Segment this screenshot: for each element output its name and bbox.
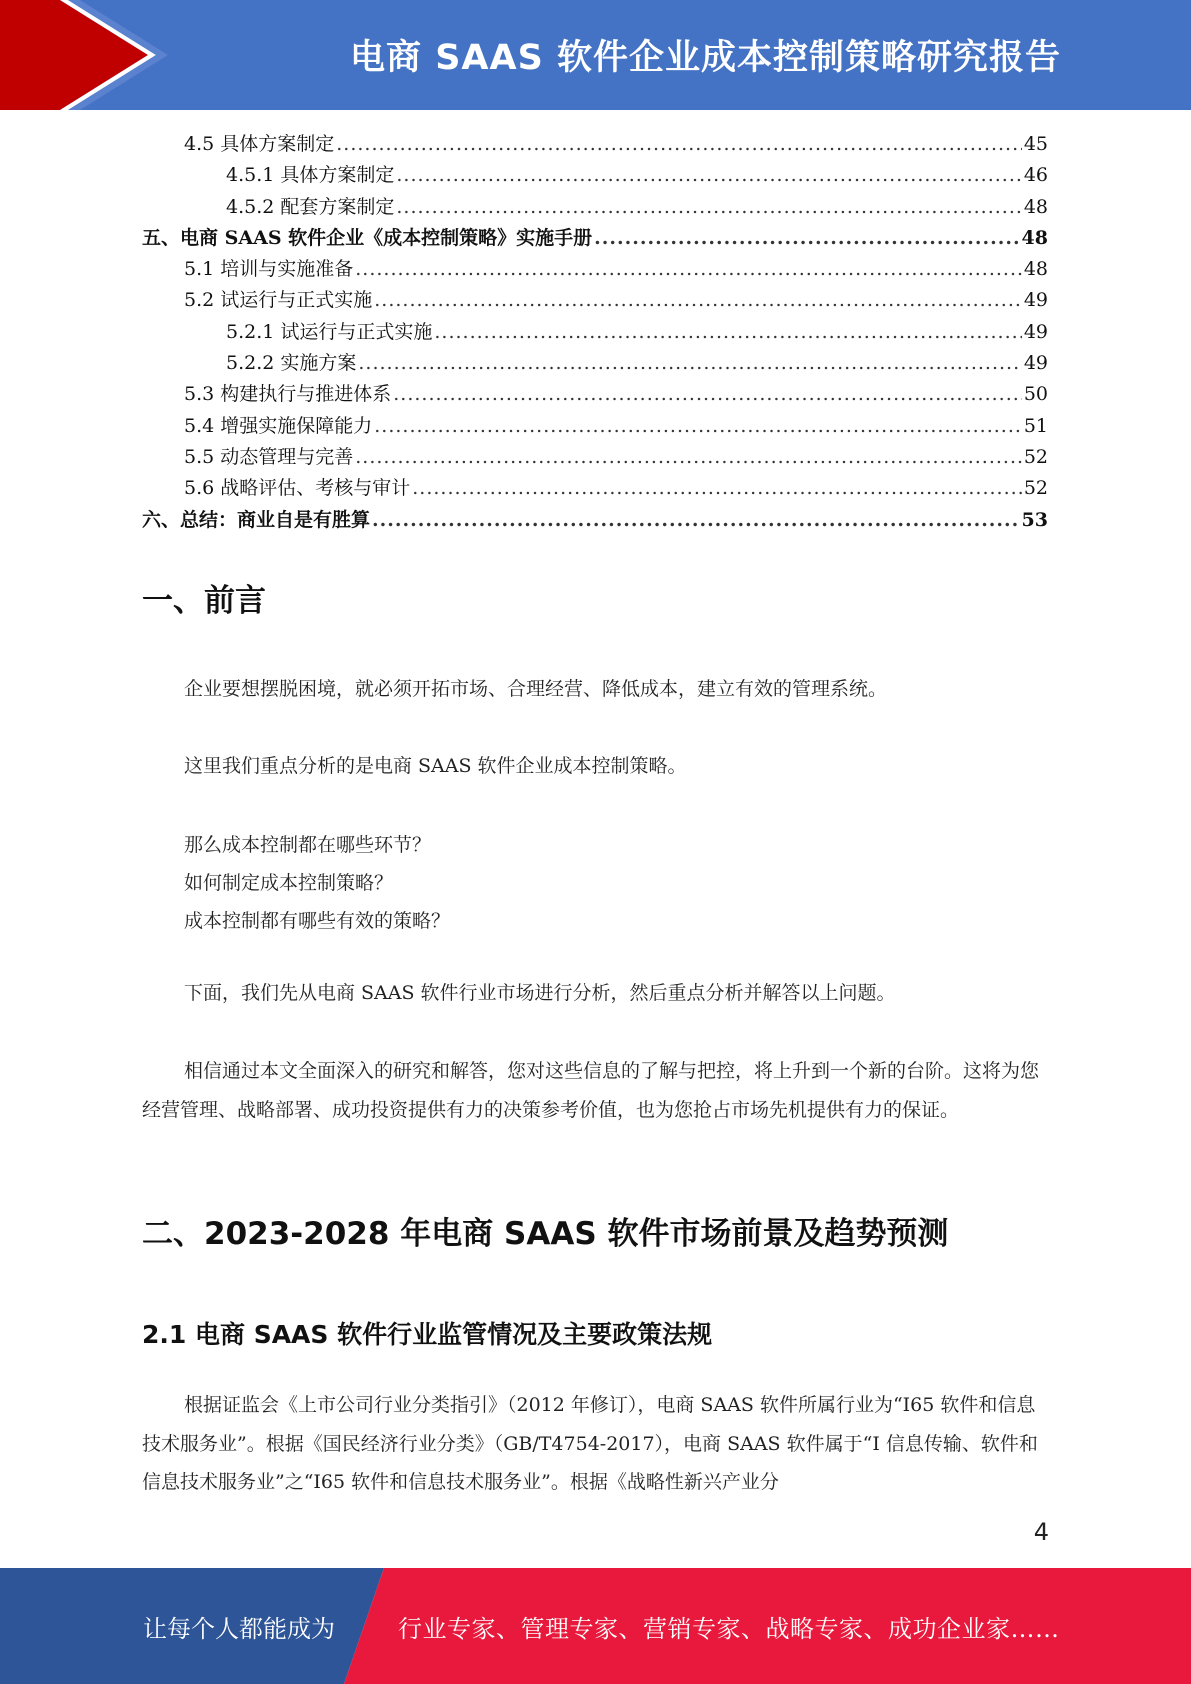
question-line: 那么成本控制都在哪些环节？ (184, 834, 432, 856)
toc-dot-leader (434, 317, 1021, 348)
toc-dot-leader (374, 285, 1022, 316)
section-heading-market-outlook: 二、2023-2028 年电商 SAAS 软件市场前景及趋势预测 (142, 1216, 949, 1252)
toc-entry[interactable] (142, 442, 1048, 473)
subsection-heading: 2.1 电商 SAAS 软件行业监管情况及主要政策法规 (142, 1320, 713, 1349)
toc-entry-page: 46 (1023, 164, 1048, 187)
toc-entry-label: 5.3 构建执行与推进体系 (184, 383, 392, 406)
toc-dot-leader (393, 379, 1022, 410)
footer-slogan-left: 让每个人都能成为 (143, 1614, 335, 1643)
toc-entry-page: 51 (1023, 414, 1048, 437)
paragraph: 这里我们重点分析的是电商 SAAS 软件企业成本控制策略。 (184, 755, 687, 777)
paragraph: 相信通过本文全面深入的研究和解答，您对这些信息的了解与把控，将上升到一个新的台阶。这将为您经营管理、战略部署、成功投资提供有力的决策参考价值，也为您抢占市场先机提供有力的保证。 (142, 1060, 1040, 1121)
paragraph: 根据证监会《上市公司行业分类指引》（2012 年修订），电商 SAAS 软件所属行业为“I65 软件和信息技术服务业”。根据《国民经济行业分类》（GB/T4754-2017），电商 SAAS 软件属于“I 信息传输、软件和信息技术服务业”之“I65 软件和信息技术服务业”。根据《战略性新兴产业分 (142, 1394, 1038, 1493)
toc-entry-label: 5.1 培训与实施准备 (184, 258, 354, 281)
toc-dot-leader (396, 160, 1021, 191)
toc-entry[interactable] (142, 285, 1048, 316)
toc-entry-label: 五、电商 SAAS 软件企业《成本控制策略》实施手册 (142, 226, 593, 249)
toc-entry[interactable] (142, 473, 1048, 504)
toc-entry-label: 5.6 战略评估、考核与审计 (184, 477, 411, 500)
toc-entry-label: 六、总结：商业自是有胜算 (142, 508, 371, 531)
toc-entry-label: 4.5 具体方案制定 (184, 133, 335, 155)
toc-entry-label: 4.5.2 配套方案制定 (226, 195, 395, 218)
toc-entry[interactable] (142, 505, 1048, 536)
toc-dot-leader (355, 254, 1022, 285)
toc-entry[interactable] (142, 192, 1048, 223)
toc-entry[interactable] (142, 411, 1048, 442)
toc-entry[interactable] (142, 379, 1048, 410)
toc-entry-page: 48 (1023, 195, 1048, 218)
toc-dot-leader (355, 442, 1022, 473)
toc-entry-label: 5.2 试运行与正式实施 (184, 289, 373, 312)
toc-dot-leader (412, 473, 1022, 504)
toc-entry-label: 5.2.2 实施方案 (226, 352, 357, 375)
section-heading-preface: 一、前言 (142, 583, 266, 619)
toc-entry[interactable] (142, 348, 1048, 379)
toc-entry[interactable] (142, 223, 1048, 254)
header-chevron-decoration (0, 0, 240, 110)
toc-dot-leader (372, 505, 1020, 536)
toc-entry-label: 4.5.1 具体方案制定 (226, 164, 395, 187)
toc-entry-page: 48 (1023, 258, 1048, 281)
toc-entry-page: 53 (1021, 508, 1048, 531)
document-title: 电商 SAAS 软件企业成本控制策略研究报告 (350, 38, 1061, 78)
toc-dot-leader (396, 192, 1021, 223)
toc-entry-page: 50 (1023, 383, 1048, 406)
page-footer (0, 1568, 1191, 1684)
toc-entry[interactable] (142, 254, 1048, 285)
toc-entry[interactable] (142, 129, 1048, 160)
paragraph: 下面，我们先从电商 SAAS 软件行业市场进行分析，然后重点分析并解答以上问题。 (184, 982, 896, 1004)
toc-entry[interactable] (142, 160, 1048, 191)
toc-entry-label: 5.5 动态管理与完善 (184, 445, 354, 468)
toc-entry-page: 52 (1023, 477, 1048, 500)
toc-dot-leader (594, 223, 1019, 254)
toc-entry[interactable] (142, 317, 1048, 348)
toc-entry-page: 45 (1023, 133, 1048, 155)
page-number: 4 (1033, 1518, 1049, 1546)
question-line: 成本控制都有哪些有效的策略？ (184, 910, 451, 932)
page-header (0, 0, 1191, 110)
table-of-contents (142, 129, 1048, 536)
paragraph: 企业要想摆脱困境，就必须开拓市场、合理经营、降低成本，建立有效的管理系统。 (184, 678, 888, 700)
toc-dot-leader (336, 129, 1022, 160)
toc-entry-page: 49 (1023, 320, 1048, 343)
footer-slogan-right: 行业专家、管理专家、营销专家、战略专家、成功企业家…… (398, 1614, 1060, 1643)
toc-dot-leader (358, 348, 1021, 379)
toc-entry-page: 49 (1023, 289, 1048, 312)
toc-dot-leader (374, 411, 1022, 442)
toc-entry-label: 5.2.1 试运行与正式实施 (226, 320, 433, 343)
toc-entry-page: 48 (1021, 226, 1048, 249)
toc-entry-label: 5.4 增强实施保障能力 (184, 414, 373, 437)
toc-entry-page: 52 (1023, 445, 1048, 468)
toc-entry-page: 49 (1023, 352, 1048, 375)
question-line: 如何制定成本控制策略？ (184, 872, 394, 894)
